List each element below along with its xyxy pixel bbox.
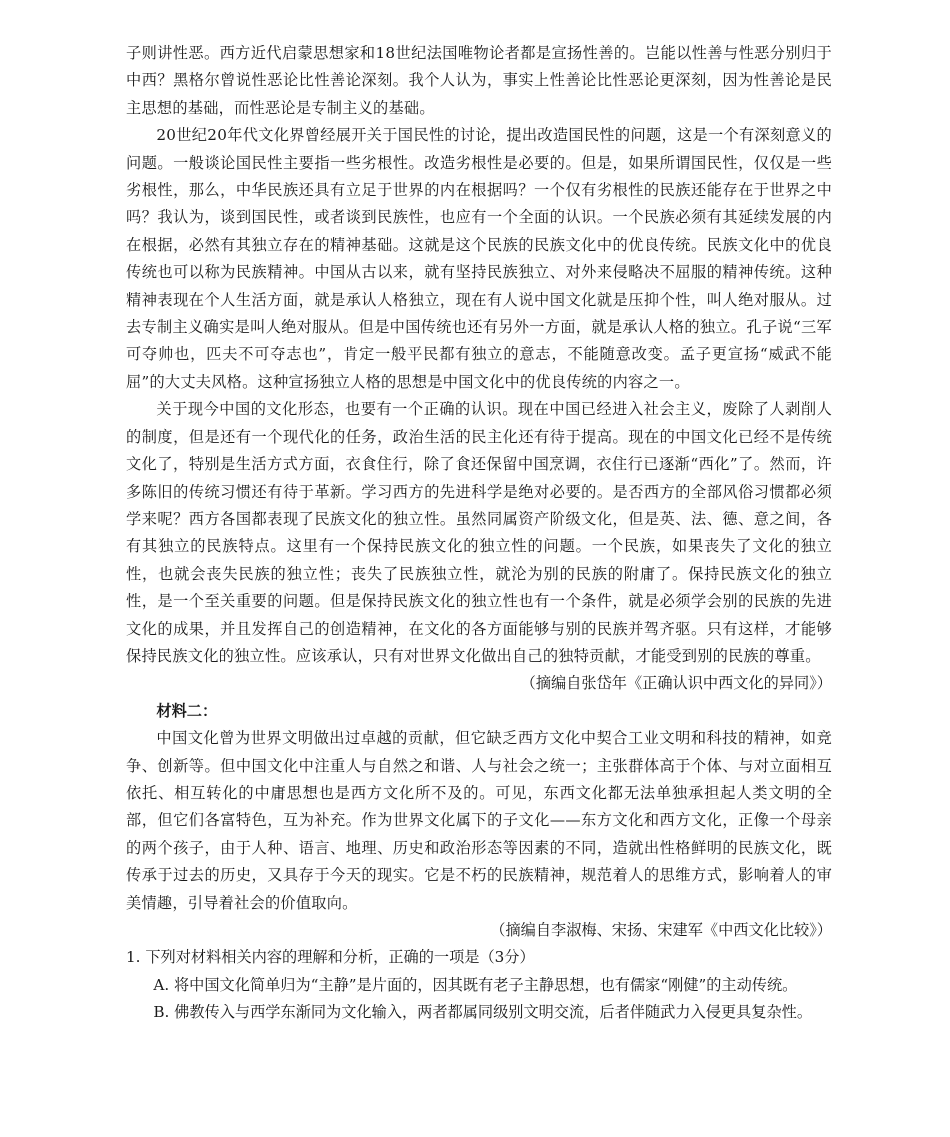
question-1-option-b: B. 佛教传入与西学东渐同为文化输入，两者都属同级别文明交流，后者伴随武力入侵更具复杂性。 (153, 1003, 813, 1022)
exam-page (126, 44, 832, 1027)
question-1-stem: 1. 下列对材料相关内容的理解和分析，正确的一项是（3分） (126, 948, 535, 967)
material1-source: （摘编自张岱年《正确认识中西文化的异同》） (520, 674, 832, 693)
question-1-option-a: A. 将中国文化简单归为“主静”是片面的，因其既有老子主静思想，也有儒家“刚健”的主动传统。 (153, 975, 798, 994)
material1-paragraph-2: 20世纪20年代文化界曾经展开关于国民性的讨论，提出改造国民性的问题，这是一个有深刻意义的问题。一般谈论国民性主要指一些劣根性。改造劣根性是必要的。但是，如果所谓国民性，仅仅是一些劣根性，那么，中华民族还具有立足于世界的内在根据吗？一个仅有劣根性的民族还能存在于世界之中吗？我认为，谈到国民性，或者谈到民族性，也应有一个全面的认识。一个民族必须有其延续发展的内在根据，必然有其独立存在的精神基础。这就是这个民族的民族文化中的优良传统。民族文化中的优良传统也可以称为民族精神。中国从古以来，就有坚持民族独立、对外来侵略决不屈服的精神传统。这种精神表现在个人生活方面，就是承认人格独立，现在有人说中国文化就是压抑个性，叫人绝对服从。过去专制主义确实是叫人绝对服从。但是中国传统也还有另外一方面，就是承认人格的独立。孔子说“三军可夺帅也，匹夫不可夺志也”，肯定一般平民都有独立的意志，不能随意改变。孟子更宣扬“威武不能屈”的大丈夫风格。这种宣扬独立人格的思想是中国文化中的优良传统的内容之一。 (126, 126, 832, 391)
material1-paragraph-3: 关于现今中国的文化形态，也要有一个正确的认识。现在中国已经进入社会主义，废除了人剥削人的制度，但是还有一个现代化的任务，政治生活的民主化还有待于提高。现在的中国文化已经不是传统文化了，特别是生活方式方面，衣食住行，除了食还保留中国烹调，衣住行已逐渐“西化”了。然而，许多陈旧的传统习惯还有待于革新。学习西方的先进科学是绝对必要的。是否西方的全部风俗习惯都必须学来呢？西方各国都表现了民族文化的独立性。虽然同属资产阶级文化，但是英、法、德、意之间，各有其独立的民族特点。这里有一个保持民族文化的独立性的问题。一个民族，如果丧失了文化的独立性，也就会丧失民族的独立性；丧失了民族独立性，就沦为别的民族的附庸了。保持民族文化的独立性，是一个至关重要的问题。但是保持民族文化的独立性也有一个条件，就是必须学会别的民族的先进文化的成果，并且发挥自己的创造精神，在文化的各方面能够与别的民族并驾齐驱。只有这样，才能够保持民族文化的独立性。应该承认，只有对世界文化做出自己的独特贡献，才能受到别的民族的尊重。 (126, 400, 832, 665)
material2-heading: 材料二： (156, 701, 218, 720)
material2-source: （摘编自李淑梅、宋扬、宋建军《中西文化比较》） (490, 921, 832, 939)
material2-paragraph: 中国文化曾为世界文明做出过卓越的贡献，但它缺乏西方文化中契合工业文明和科技的精神，如竞争、创新等。但中国文化中注重人与自然之和谐、人与社会之统一；主张群体高于个体、与对立面相互依托、相互转化的中庸思想也是西方文化所不及的。可见，东西文化都无法单独承担起人类文明的全部，但它们各富特色，互为补充。作为世界文化属下的子文化——东方文化和西方文化，正像一个母亲的两个孩子，由于人种、语言、地理、历史和政治形态等因素的不同，造就出性格鲜明的民族文化，既传承于过去的历史，又具存于今天的现实。它是不朽的民族精神，规范着人的思维方式，影响着人的审美情趣，引导着社会的价值取向。 (126, 729, 832, 912)
material1-paragraph-1: 子则讲性恶。西方近代启蒙思想家和18世纪法国唯物论者都是宣扬性善的。岂能以性善与性恶分别归于中西？黑格尔曾说性恶论比性善论深刻。我个人认为，事实上性善论比性恶论更深刻，因为性善论是民主思想的基础，而性恶论是专制主义的基础。 (126, 44, 832, 117)
